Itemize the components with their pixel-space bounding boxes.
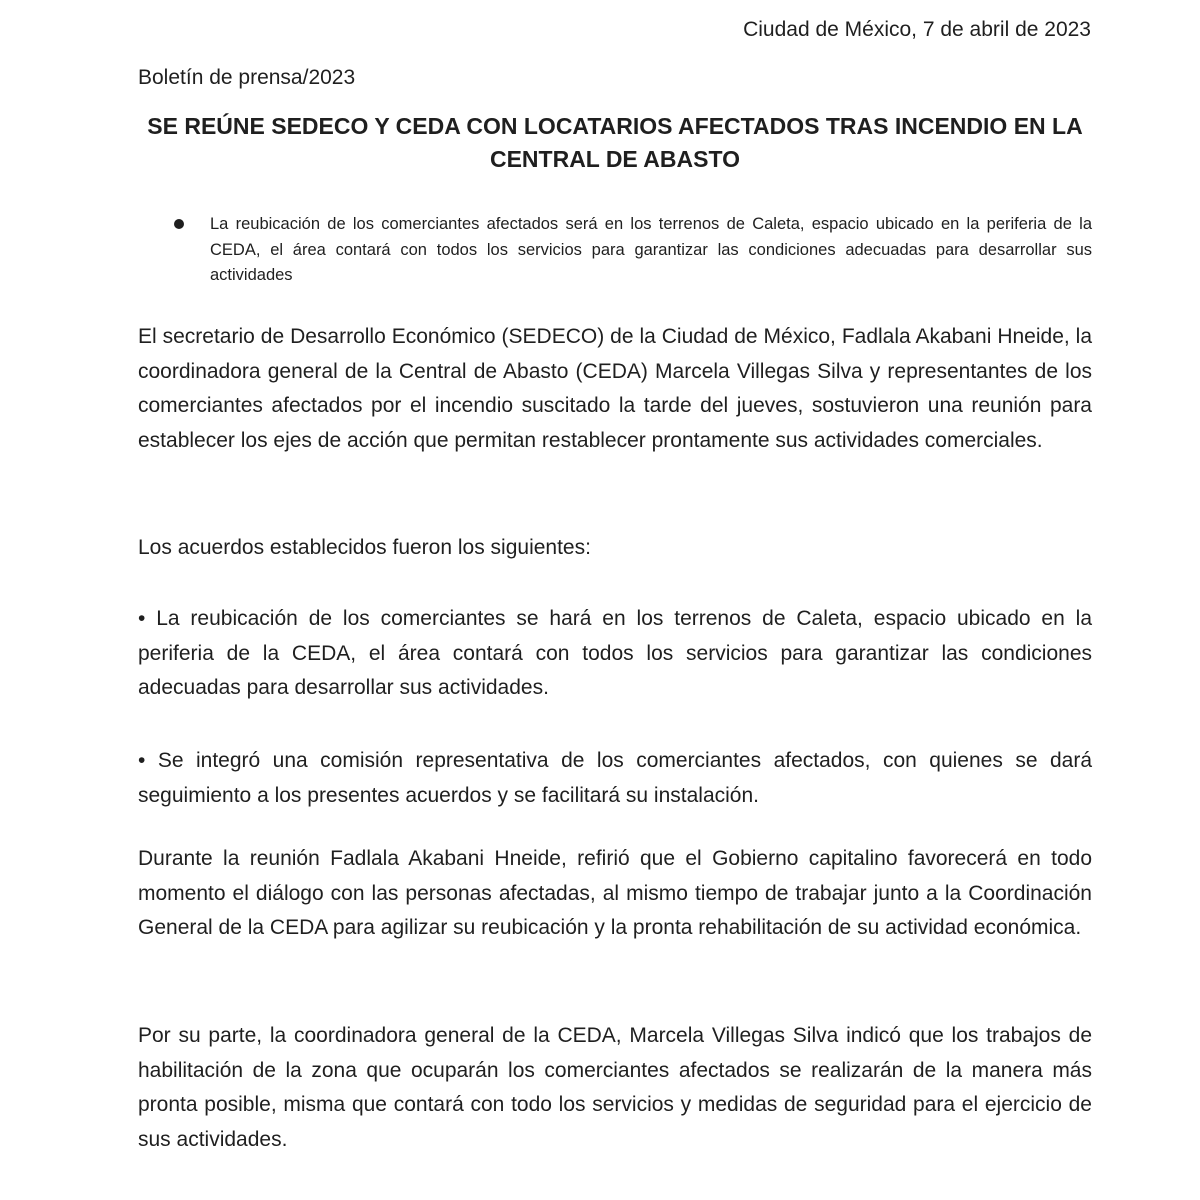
bulletin-label: Boletín de prensa/2023 (138, 66, 356, 89)
agreement-item-relocation: • La reubicación de los comerciantes se hará en los terrenos de Caleta, espacio ubicado en la periferia de la CEDA, el área contará con todos los servicios para garantizar las condiciones adecuadas para desarrollar sus actividades. (138, 607, 1092, 699)
headline: SE REÚNE SEDECO Y CEDA CON LOCATARIOS AFECTADOS TRAS INCENDIO EN LA CENTRAL DE ABASTO (147, 113, 1083, 172)
agreements-intro: Los acuerdos establecidos fueron los siguientes: (138, 536, 591, 559)
agreement-item-commission: • Se integró una comisión representativa de los comerciantes afectados, con quienes se dará seguimiento a los presentes acuerdos y se facilitará su instalación. (138, 749, 1092, 807)
intro-paragraph: El secretario de Desarrollo Económico (SEDECO) de la Ciudad de México, Fadlala Akabani Hneide, la coordinadora general de la Central de Abasto (CEDA) Marcela Villegas Silva y representantes de los comerciantes afectados por el incendio suscitado la tarde del jueves, sostuvieron una reunión para establecer los ejes de acción que permitan restablecer prontamente sus actividades comerciales. (138, 325, 1092, 452)
paragraph-coordinator-statement: Por su parte, la coordinadora general de la CEDA, Marcela Villegas Silva indicó que los trabajos de habilitación de la zona que ocuparán los comerciantes afectados se realizarán de la manera más pronta posible, misma que contará con todo los servicios y medidas de seguridad para el ejercicio de sus actividades. (138, 1024, 1092, 1151)
dateline: Ciudad de México, 7 de abril de 2023 (743, 18, 1091, 41)
paragraph-secretary-statement: Durante la reunión Fadlala Akabani Hneide, refirió que el Gobierno capitalino favorecerá en todo momento el diálogo con las personas afectadas, al mismo tiempo de trabajar junto a la Coordinación General de la CEDA para agilizar su reubicación y la pronta rehabilitación de su actividad económica. (138, 847, 1092, 939)
summary-bullet: La reubicación de los comerciantes afectados será en los terrenos de Caleta, espacio ubicado en la periferia de la CEDA, el área contará con todos los servicios para garantizar las condiciones adecuadas para desarrollar sus actividades (210, 215, 1092, 284)
bullet-dot-icon (174, 219, 184, 229)
